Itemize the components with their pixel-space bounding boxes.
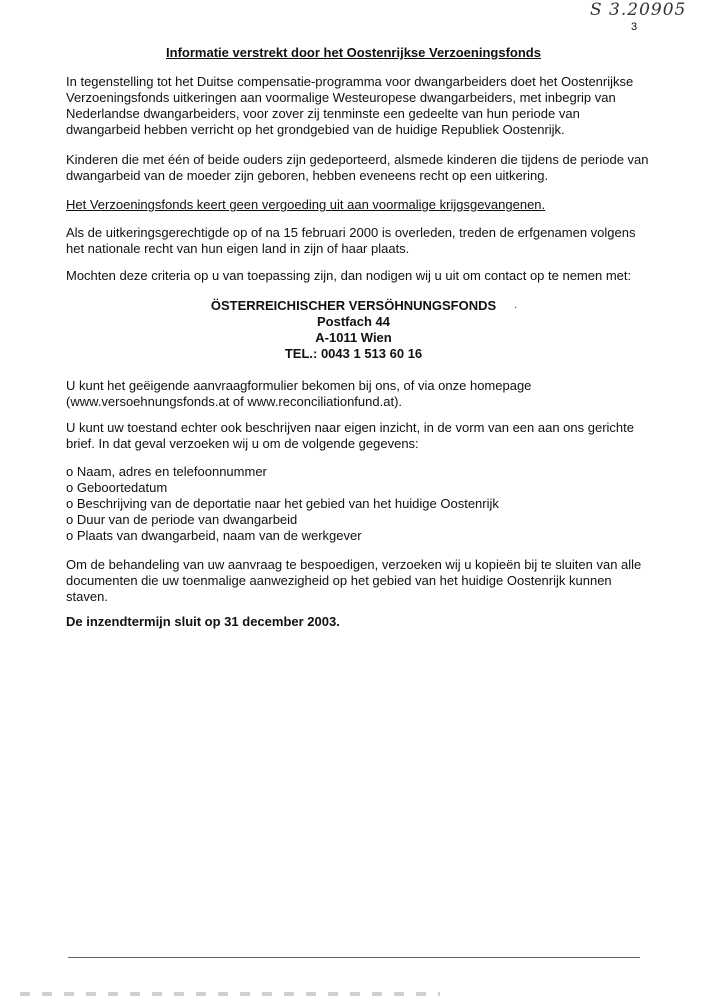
paragraph-letter: U kunt uw toestand echter ook beschrijven naar eigen inzicht, in de vorm van een aan ons gerichte brief. In dat geval verzoeken wij u om de volgende gegevens: [66,420,635,451]
list-item: o Plaats van dwangarbeid, naam van de werkgever [66,528,362,543]
address-block [0,298,707,362]
scan-artifact-marks [20,992,440,996]
address-city: A-1011 Wien [315,330,392,345]
bottom-divider [68,957,640,958]
list-item: o Geboortedatum [66,480,168,495]
paragraph-heirs: Als de uitkeringsgerechtigde op of na 15 februari 2000 is overleden, treden de erfgenamen volgens het nationale recht van hun eigen land in zijn of haar plaats. [66,225,636,256]
address-phone: TEL.: 0043 1 513 60 16 [284,346,423,361]
list-item: o Duur van de periode van dwangarbeid [66,512,298,527]
paragraph-form: U kunt het geëigende aanvraagformulier bekomen bij ons, of via onze homepage (www.versoehnungsfonds.at of www.reconciliationfund.at). [66,378,532,409]
list-item: o Naam, adres en telefoonnummer [66,464,267,479]
address-postbox: Postfach 44 [317,314,390,329]
document-title: Informatie verstrekt door het Oostenrijkse Verzoeningsfonds [166,45,541,60]
handwritten-reference: S 3.20905 [590,0,687,20]
paragraph-children: Kinderen die met één of beide ouders zijn gedeporteerd, alsmede kinderen die tijdens de periode van dwangarbeid van de moeder zijn geboren, hebben eveneens recht op een uitkering. [66,152,649,183]
address-organisation: ÖSTERREICHISCHER VERSÖHNUNGSFONDS [210,298,497,313]
paragraph-pow: Het Verzoeningsfonds keert geen vergoeding uit aan voormalige krijgsgevangenen. [66,197,546,212]
required-details-list [66,464,656,544]
page-number: 3 [631,21,638,33]
paragraph-copies: Om de behandeling van uw aanvraag te bespoedigen, verzoeken wij u kopieën bij te sluiten van alle documenten die uw toenmalige aanwezigheid op het gebied van het huidige Oostenrijk kunnen staven. [66,557,642,604]
list-item: o Beschrijving van de deportatie naar het gebied van het huidige Oostenrijk [66,496,499,511]
paragraph-intro: In tegenstelling tot het Duitse compensatie-programma voor dwangarbeiders doet het Oostenrijkse Verzoeningsfonds uitkeringen aan voormalige Westeuropese dwangarbeiders, met inbegrip van Nederlandse dwangarbeiders, voor zover zij tenminste een gedeelte van hun periode van dwangarbeid hebben verricht op het grondgebied van de huidige Republiek Oostenrijk. [66,74,634,137]
stray-mark: · [514,302,518,313]
paragraph-contact: Mochten deze criteria op u van toepassing zijn, dan nodigen wij u uit om contact op te nemen met: [66,268,632,283]
paragraph-deadline: De inzendtermijn sluit op 31 december 2003. [66,614,340,629]
